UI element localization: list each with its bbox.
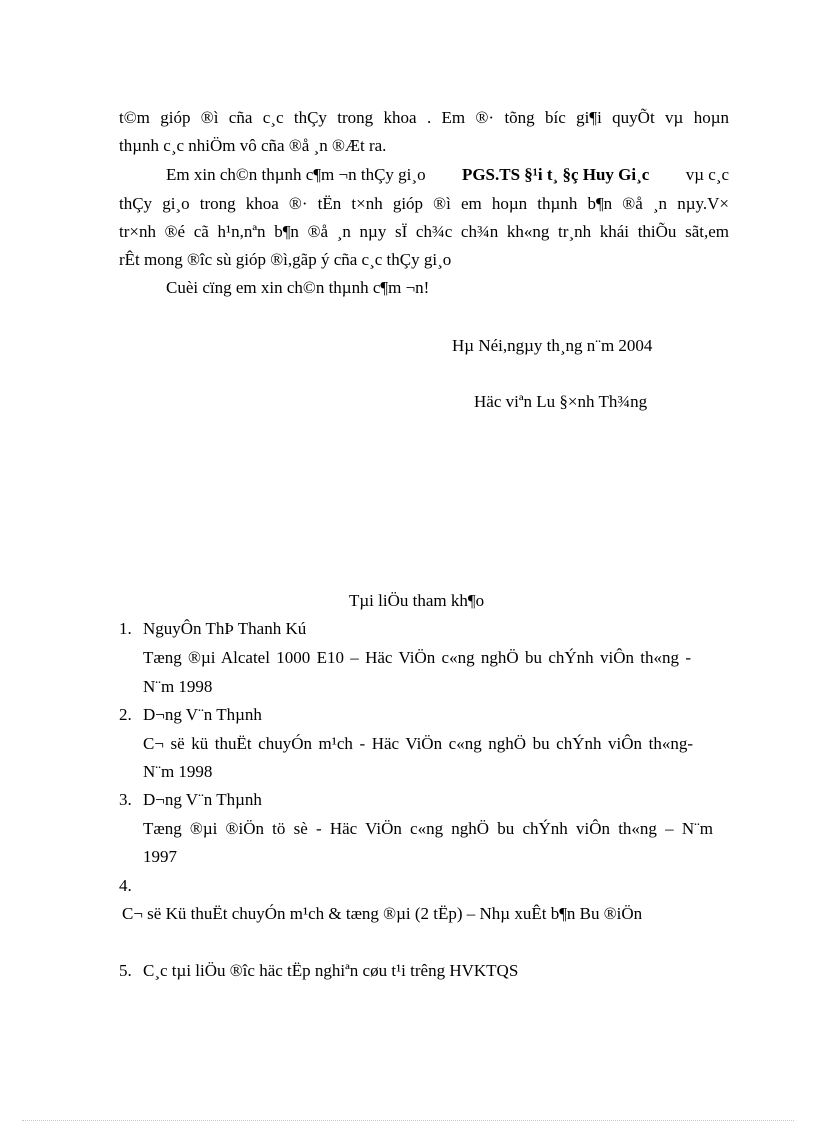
ack-line-1: t©m gióp ®ì cña c¸c thÇy trong khoa . Em ®· tõng bíc gi¶i quyÕt vµ hoµn: [119, 108, 729, 127]
page-bottom-divider: [22, 1120, 794, 1121]
ref-5-title: C¸c tµi liÖu ®îc häc tËp nghiªn cøu t¹i trêng HVKTQS: [143, 961, 519, 980]
ref-2-year: N¨m 1998: [143, 762, 213, 781]
ref-4-title: C¬ së Kü thuËt chuyÓn m¹ch & tæng ®µi (2 tËp) – Nhµ xuÊt b¶n Bu ®iÖn: [122, 904, 643, 923]
ref-3-author: D¬ng V¨n Thµnh: [143, 790, 262, 809]
ref-1-title: Tæng ®µi Alcatel 1000 E10 – Häc ViÖn c«ng nghÖ bu chÝnh viÔn th«ng -: [143, 648, 691, 667]
place-date: Hµ Néi,ngµy th¸ng n¨m 2004: [452, 336, 653, 355]
closing-line: Cuèi cïng em xin ch©n thµnh c¶m ¬n!: [166, 278, 430, 297]
ref-2-author: D¬ng V¨n Thµnh: [143, 705, 262, 724]
ref-3-title: Tæng ®µi ®iÖn tö sè - Häc ViÖn c«ng nghÖ bu chÝnh viÔn th«ng – N¨m: [143, 819, 713, 838]
thanks-line-1-start: Em xin ch©n thµnh c¶m ¬n thÇy gi¸o: [166, 165, 426, 184]
ack-line-2: thµnh c¸c nhiÖm vô cña ®å ¸n ®Æt ra.: [119, 136, 387, 155]
references-title: Tµi liÖu tham kh¶o: [349, 591, 485, 610]
thanks-line-2: thÇy gi¸o trong khoa ®· tËn t×nh gióp ®ì em hoµn thµnh b¶n ®å ¸n nµy.V×: [119, 194, 729, 213]
ref-5-number: 5.: [119, 961, 132, 980]
ref-1-author: NguyÔn ThÞ Thanh Kú: [143, 619, 307, 638]
ref-3-year: 1997: [143, 847, 177, 866]
thanks-advisor-name: PGS.TS §¹i t¸ §ç Huy Gi¸c: [461, 165, 650, 184]
ref-2-title: C¬ së kü thuËt chuyÓn m¹ch - Häc ViÖn c«ng nghÖ bu chÝnh viÔn th«ng-: [143, 734, 693, 753]
ref-4-number: 4.: [119, 876, 132, 895]
thanks-line-3: tr×nh ®é cã h¹n,nªn b¶n ®å ¸n nµy sÏ ch¾c ch¾n kh«ng tr¸nh khái thiÕu sãt,em: [119, 222, 729, 241]
ref-2-number: 2.: [119, 705, 132, 724]
ref-1-year: N¨m 1998: [143, 677, 213, 696]
ref-3-number: 3.: [119, 790, 132, 809]
thanks-line-1: [166, 165, 729, 185]
thanks-line-1-end: vµ c¸c: [685, 165, 729, 184]
thanks-line-4: rÊt mong ®îc sù gióp ®ì,gãp ý cña c¸c thÇy gi¸o: [119, 250, 452, 269]
student-name: Häc viªn Lu §×nh Th¾ng: [474, 392, 648, 411]
ref-1-number: 1.: [119, 619, 132, 638]
